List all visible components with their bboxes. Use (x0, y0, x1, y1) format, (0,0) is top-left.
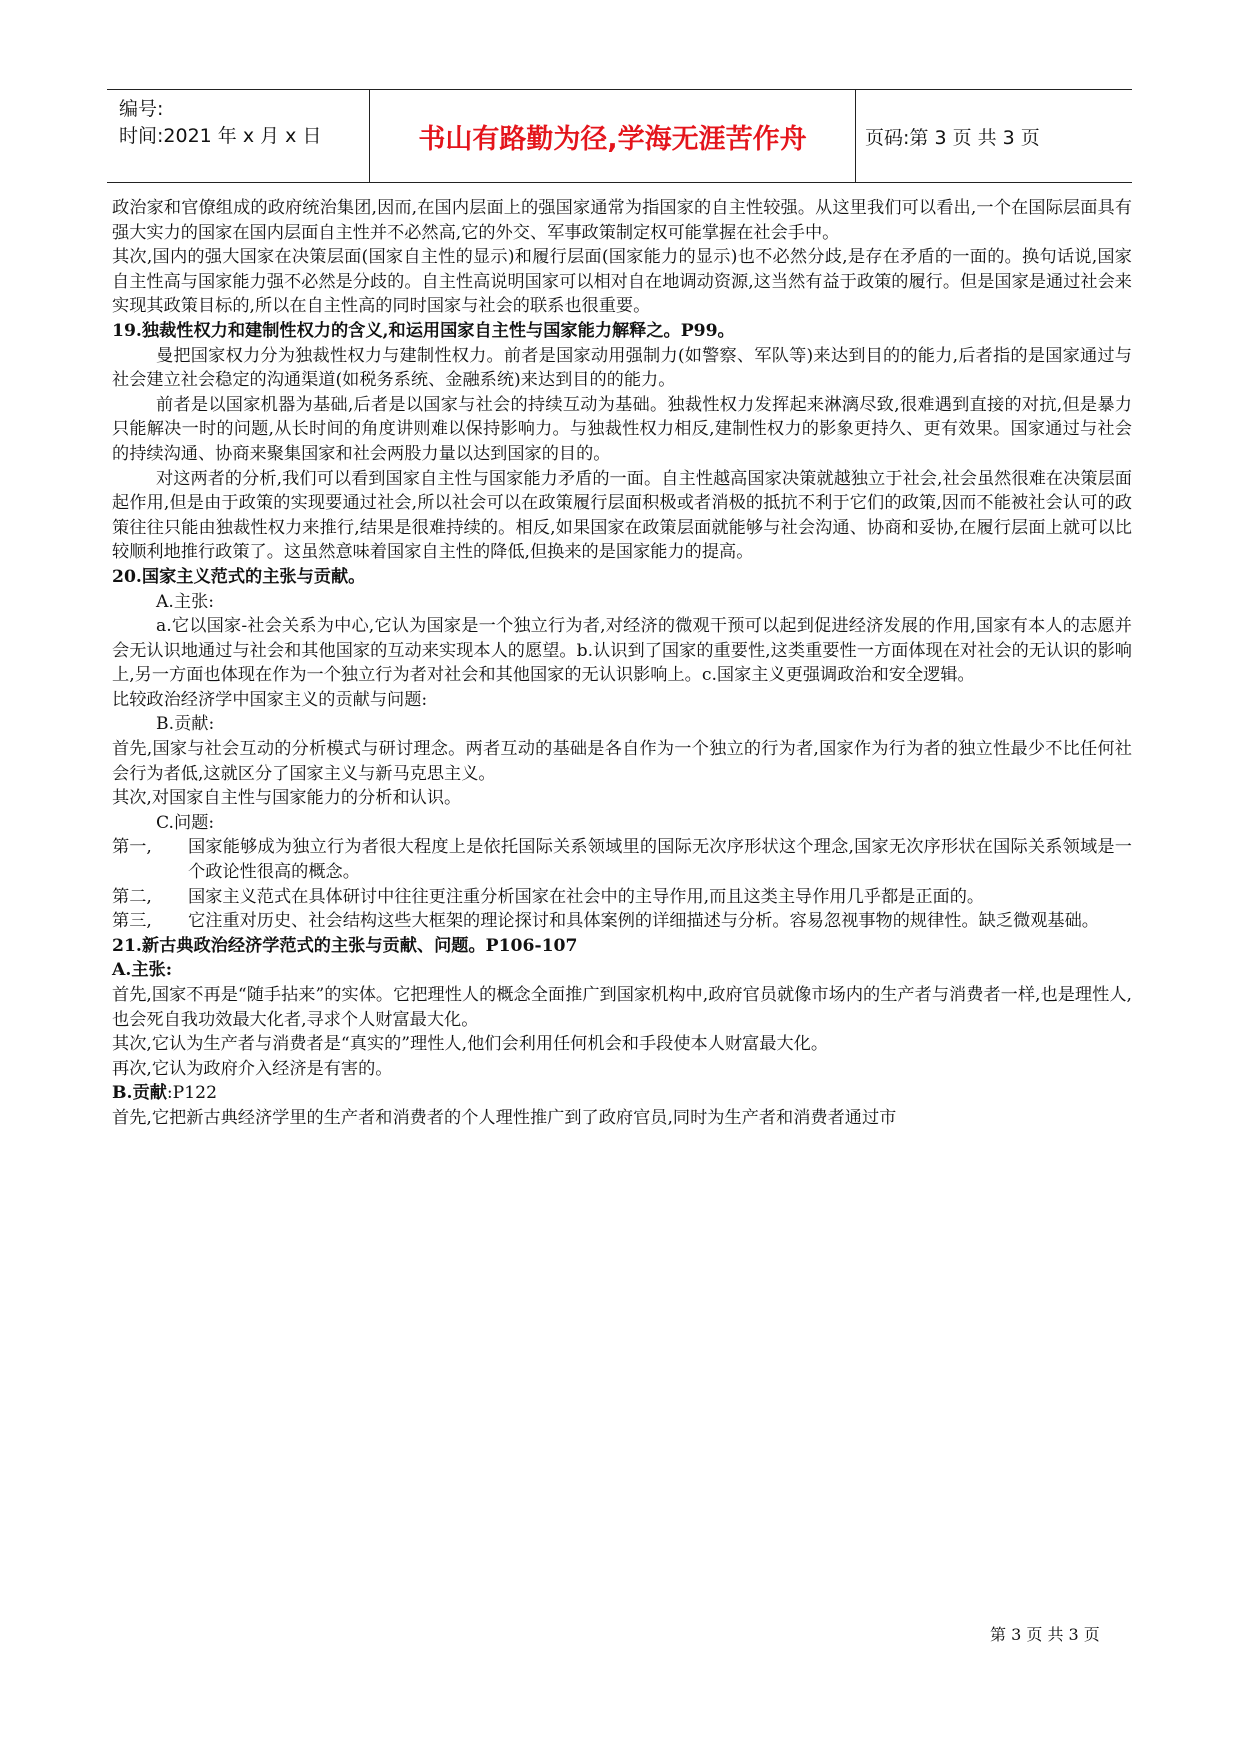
subheading: A.主张: (156, 591, 215, 612)
paragraph: 比较政治经济学中国家主义的贡献与问题: (112, 689, 428, 710)
subheading-label: B.贡献 (112, 1083, 167, 1104)
header-page-label: 页码:第 3 页 共 3 页 (865, 126, 1040, 149)
list-item (112, 885, 1132, 910)
paragraph: 其次,它认为生产者与消费者是“真实的”理性人,他们会利用任何机会和手段使本人财富最大化。 (112, 1034, 829, 1055)
time-label: 时间:2021 年 x 月 x 日 (119, 125, 322, 147)
paragraph: 首先,国家与社会互动的分析模式与研讨理念。两者互动的基础是各自作为一个独立的行为者,国家作为行为者的独立性最少不比任何社会行为者低,这就区分了国家主义与新马克思主义。 (112, 739, 1132, 784)
list-marker: 第一, (112, 837, 152, 858)
paragraph: 首先,它把新古典经济学里的生产者和消费者的个人理性推广到了政府官员,同时为生产者和消费者通过市 (112, 1107, 897, 1128)
page-footer: 第 3 页 共 3 页 (990, 1625, 1100, 1644)
header-meta (119, 96, 369, 150)
paragraph: 再次,它认为政府介入经济是有害的。 (112, 1058, 393, 1079)
subheading: B.贡献: (156, 714, 215, 735)
list-marker: 第三, (112, 911, 152, 932)
subheading: A.主张: (112, 960, 173, 981)
header-motto: 书山有路勤为径,学海无涯苦作舟 (418, 123, 807, 155)
paragraph: 其次,国内的强大国家在决策层面(国家自主性的显示)和履行层面(国家能力的显示)也不必然分歧,是存在矛盾的一面的。换句话说,国家自主性高与国家能力强不必然是分歧的。自主性高说明国家可以相对自在地调动资源,这当然有益于政策的履行。但是国家是通过社会来实现其政策目标的,所以在自主性高的同时国家与社会的联系也很重要。 (112, 247, 1132, 317)
section-heading-19: 19.独裁性权力和建制性权力的含义,和运用国家自主性与国家能力解释之。P99。 (112, 320, 735, 341)
header-divider (855, 90, 856, 182)
document-body (112, 196, 1132, 1131)
section-heading-21: 21.新古典政治经济学范式的主张与贡献、问题。P106-107 (112, 935, 578, 956)
list-text: 国家主义范式在具体研讨中往往更注重分析国家在社会中的主导作用,而且这类主导作用几乎都是正面的。 (188, 886, 985, 907)
paragraph: 前者是以国家机器为基础,后者是以国家与社会的持续互动为基础。独裁性权力发挥起来淋漓尽致,很难遇到直接的对抗,但是暴力只能解决一时的问题,从长时间的角度讲则难以保持影响力。与独裁性权力相反,建制性权力的影象更持久、更有效果。国家通过与社会的持续沟通、协商来聚集国家和社会两股力量以达到国家的目的。 (112, 394, 1132, 464)
list-text: 国家能够成为独立行为者很大程度上是依托国际关系领域里的国际无次序形状这个理念,国家无次序形状在国际关系领域是一个政论性很高的概念。 (188, 837, 1132, 883)
paragraph: 首先,国家不再是“随手拈来”的实体。它把理性人的概念全面推广到国家机构中,政府官员就像市场内的生产者与消费者一样,也是理性人,也会死自我功效最大化者,寻求个人财富最大化。 (112, 985, 1132, 1030)
paragraph: 对这两者的分析,我们可以看到国家自主性与国家能力矛盾的一面。自主性越高国家决策就越独立于社会,社会虽然很难在决策层面起作用,但是由于政策的实现要通过社会,所以社会可以在政策履行层面积极或者消极的抵抗不利于它们的政策,因而不能被社会认可的政策往往只能由独裁性权力来推行,结果是很难持续的。相反,如果国家在政策层面就能够与社会沟通、协商和妥协,在履行层面上就可以比较顺利地推行政策了。这虽然意味着国家自主性的降低,但换来的是国家能力的提高。 (112, 468, 1132, 563)
list-item (112, 835, 1132, 884)
paragraph: 曼把国家权力分为独裁性权力与建制性权力。前者是国家动用强制力(如警察、军队等)来达到目的的能力,后者指的是国家通过与社会建立社会稳定的沟通渠道(如税务系统、金融系统)来达到目的的能力。 (112, 345, 1132, 391)
paragraph: 政治家和官僚组成的政府统治集团,因而,在国内层面上的强国家通常为指国家的自主性较强。从这里我们可以看出,一个在国际层面具有强大实力的国家在国内层面自主性并不必然高,它的外交、军事政策制定权可能掌握在社会手中。 (112, 198, 1132, 243)
number-label: 编号: (119, 98, 164, 120)
list-marker: 第二, (112, 886, 152, 907)
subheading-ref: :P122 (166, 1083, 218, 1104)
section-heading-20: 20.国家主义范式的主张与贡献。 (112, 566, 366, 587)
document-header (107, 89, 1132, 183)
list-item (112, 909, 1132, 934)
paragraph: a.它以国家-社会关系为中心,它认为国家是一个独立行为者,对经济的微观干预可以起到促进经济发展的作用,国家有本人的志愿并会无认识地通过与社会和其他国家的互动来实现本人的愿望。b.认识到了国家的重要性,这类重要性一方面体现在对社会的无认识的影响上,另一方面也体现在作为一个独立行为者对社会和其他国家的无认识影响上。c.国家主义更强调政治和安全逻辑。 (112, 616, 1132, 686)
list-text: 它注重对历史、社会结构这些大框架的理论探讨和具体案例的详细描述与分析。容易忽视事物的规律性。缺乏微观基础。 (188, 911, 1099, 932)
subheading (112, 1081, 1132, 1106)
subheading: C.问题: (156, 812, 215, 833)
paragraph: 其次,对国家自主性与国家能力的分析和认识。 (112, 788, 462, 809)
